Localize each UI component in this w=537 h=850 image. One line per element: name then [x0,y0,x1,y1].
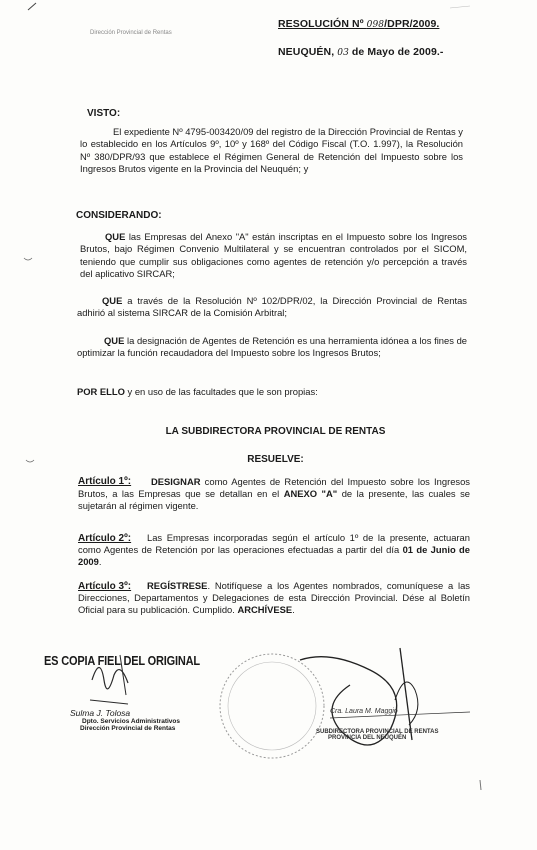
signature-left-name: Sulma J. Tolosa [70,708,131,718]
letterhead: Dirección Provincial de Rentas [90,30,172,36]
certified-copy-stamp: ES COPIA FIEL DEL ORIGINAL [44,654,200,668]
signature-left-line3: Dirección Provincial de Rentas [80,725,176,732]
document-date [278,46,444,58]
article-2-date: 01 de Junio de 2009 [78,544,470,567]
por-ello-text: y en uso de las facultades que le son propias: [124,386,318,397]
que-3: QUE [104,335,125,346]
considerando-paragraph-1 [80,231,467,281]
signature-left-line2: Dpto. Servicios Administrativos [82,718,181,725]
considerando-label: CONSIDERANDO: [76,210,162,221]
article-1-lead: DESIGNAR [151,476,201,487]
considerando-paragraph-2 [77,295,467,320]
article-2-text [78,532,470,568]
article-3-archivese: ARCHÍVESE [237,604,293,615]
que-1: QUE [105,231,126,242]
article-1-text-a: como Agentes de Retención del Impuesto sobre los Ingresos Brutos, a las Empresas que se detallan en el [78,476,470,499]
article-1-anexo: ANEXO "A" [283,488,338,499]
por-ello-paragraph [77,386,467,398]
que-2: QUE [102,295,123,306]
article-2-text-b: . [98,556,102,567]
article-1-text-b: de la presente, las cuales se sujetarán al régimen vigente. [78,488,470,511]
article-2-text-a: Las Empresas incorporadas según el artículo 1º de la presente, actuaran como Agentes de Retención por las operaciones efectuadas a partir del día [78,532,470,555]
date-day: 03 [337,48,349,58]
article-3-text-b: . [292,604,295,615]
date-suffix: de Mayo de 2009.- [348,46,444,58]
signature-right-block [316,708,439,741]
signature-right-line3: PROVINCIA DEL NEUQUÉN [328,735,407,741]
resolution-label: RESOLUCIÓN Nº [278,18,367,30]
resolution-suffix: /DPR/2009. [384,18,440,30]
signature-left-block [70,708,180,732]
date-prefix: NEUQUÉN, [278,46,338,58]
article-3-text [78,580,470,616]
visto-paragraph: El expediente Nº 4795-003420/09 del registro de la Dirección Provincial de Rentas y lo establecido en los Artículos 9º, 10º y 168º del Código Fiscal (T.O. 1.997), la Resolución Nº 380/DPR/93 que establece el Régimen General de Retención del Impuesto sobre los Ingresos Brutos vigente en la Provincia del Neuquén; y [80,126,463,175]
signature-right-name: Cra. Laura M. Maggio [330,708,398,715]
article-1-text [78,476,470,512]
visto-label: VISTO: [87,108,121,119]
article-1-label: Artículo 1º: [78,476,132,487]
considerando-text-1: las Empresas del Anexo "A" están inscriptas en el Impuesto sobre los Ingresos Brutos, bajo Régimen Convenio Multilateral y se encuentran controlados por el SICOM, teniendo que cumplir sus obligaciones como agentes de retención y/o percepción a través del aplicativo SIRCAR; [80,231,467,280]
resolution-handwritten-number: 098 [366,20,385,30]
considerando-text-2: a través de la Resolución Nº 102/DPR/02, la Dirección Provincial de Rentas adhirió al sistema SIRCAR de la Comisión Arbitral; [77,295,467,319]
authority-heading: LA SUBDIRECTORA PROVINCIAL DE RENTAS [165,426,386,437]
article-3-label: Artículo 3º: [78,581,132,592]
resuelve-heading: RESUELVE: [247,454,304,465]
resolution-number [278,18,439,30]
signature-right-line2: SUBDIRECTORA PROVINCIAL DE RENTAS [316,729,439,735]
considerando-paragraph-3 [77,335,467,360]
article-3-lead: REGÍSTRESE [147,580,208,591]
article-3-text-a: . Notifíquese a los Agentes nombrados, comuníquese a las Direcciones, Departamentos y Delegaciones de esta Dirección Provincial. Dése al Boletín Oficial para su publicación. Cumplido. [78,580,470,615]
article-2-label: Artículo 2º: [78,533,132,544]
considerando-text-3: la designación de Agentes de Retención es una herramienta idónea a los fines de optimizar la función recaudadora del Impuesto sobre los Ingresos Brutos; [77,335,467,359]
por-ello-lead: POR ELLO [77,386,125,397]
